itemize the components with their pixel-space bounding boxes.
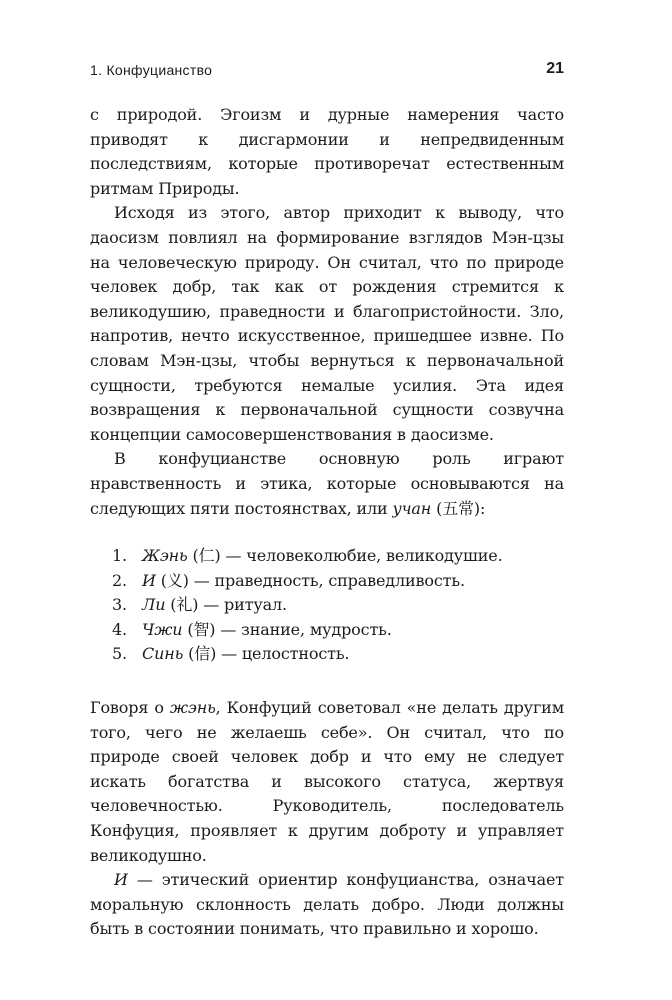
term-zhen: жэнь (169, 698, 216, 718)
list-item (90, 544, 564, 569)
list-item-term: Чжи (142, 619, 183, 639)
list-item-number: 1. (112, 546, 127, 566)
list-item-number: 2. (112, 570, 127, 590)
page-body (90, 103, 564, 942)
paragraph-2: Исходя из этого, автор приходит к выводу, что даосизм повлиял на формирование взглядов Мэн-цзы на человеческую природу. Он считал, что по природе человек добр, так как от рождения стремится к великодушию, праведности и благопристойности. Зло, напротив, нечто искусственное, пришедшее извне. По словам Мэн-цзы, чтобы вернуться к первоначальной сущности, требуются немалые усилия. Эта идея возвращения к первоначальной сущности созвучна концепции самосовершенствования в даосизме. (90, 203, 564, 444)
list-item (90, 642, 564, 667)
page-number: 21 (546, 60, 564, 77)
term-i: И (114, 870, 128, 890)
list-item (90, 618, 564, 643)
list-item-text (142, 642, 349, 667)
list-item (90, 593, 564, 618)
five-constants-list (90, 544, 564, 667)
list-item-term: Жэнь (142, 546, 188, 566)
paragraph-5-text: — этический ориентир конфуцианства, означает моральную склонность делать добро. Люди должны быть в состоянии понимать, что правильно и хорошо. (90, 870, 564, 939)
paragraph-4-lead: Говоря о (90, 698, 170, 718)
list-item-number: 5. (112, 644, 127, 664)
list-item-term: И (142, 570, 156, 590)
list-item-definition: (智) — знание, мудрость. (182, 619, 392, 639)
paragraph-4-text: , Конфуций советовал «не делать другим того, чего не желаешь себе». Он считал, что по природе своей человек добр и что ему не следует искать богатства и высокого статуса, жертвуя человечностью. Руководитель, последователь Конфуция, проявляет к другим доброту и управляет великодушно. (90, 698, 564, 865)
list-item-number: 3. (112, 595, 127, 615)
page-header (90, 62, 564, 84)
running-head: 1. Конфуцианство (90, 62, 213, 78)
list-item-definition: (仁) — человеколюбие, великодушие. (187, 546, 503, 566)
paragraph-3 (90, 447, 564, 521)
paragraph-5 (90, 868, 564, 942)
list-item-definition: (信) — целостность. (183, 644, 350, 664)
list-item-text (142, 544, 503, 569)
list-item-term: Синь (142, 644, 184, 664)
paragraph-4 (90, 696, 564, 868)
paragraph-3-text: В конфуцианстве основную роль играют нравственность и этика, которые основываются на следующих пяти постоянствах, или (90, 449, 564, 518)
list-item-text (142, 569, 465, 594)
list-item-term: Ли (142, 595, 166, 615)
list-item-text (142, 593, 287, 618)
term-uchan: учан (392, 498, 432, 518)
paragraph-1: с природой. Эгоизм и дурные намерения часто приводят к дисгармонии и непредвиденным последствиям, которые противоречат естественным ритмам Природы. (90, 105, 564, 198)
paragraph-3-tail: (五常): (431, 498, 486, 518)
list-item-number: 4. (112, 619, 127, 639)
list-item (90, 569, 564, 594)
list-item-text (142, 618, 392, 643)
list-item-definition: (义) — праведность, справедливость. (155, 570, 465, 590)
list-item-definition: (礼) — ритуал. (165, 595, 287, 615)
